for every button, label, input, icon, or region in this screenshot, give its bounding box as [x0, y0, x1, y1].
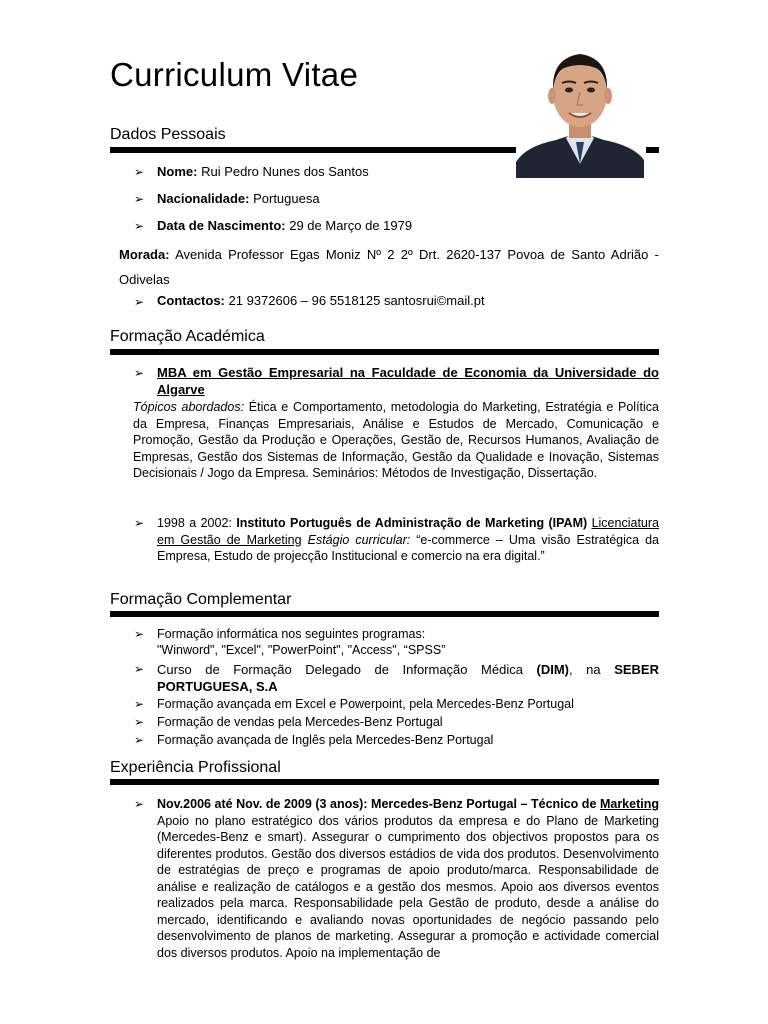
bullet-icon: ➢	[134, 366, 145, 380]
section-title-dados-pessoais: Dados Pessoais	[110, 126, 226, 143]
section-divider	[110, 147, 516, 153]
complementar-item-1: Formação informática nos seguintes programas:	[157, 627, 426, 641]
document-title: Curriculum Vitae	[110, 56, 359, 93]
contactos-label: Contactos:	[157, 293, 225, 308]
data-nascimento-row	[157, 218, 412, 234]
nome-value: Rui Pedro Nunes dos Santos	[201, 164, 369, 179]
ipam-estagio-text: “e-commerce – Uma visão Estratégica da Empresa, Estudo de projecção Institucional e comercio na era digital.”	[157, 532, 660, 563]
bullet-icon: ➢	[134, 219, 145, 233]
contactos-row	[157, 293, 485, 309]
job-description: Apoio no plano estratégico dos vários produtos da empresa e do Plano de Marketing (Mercedes-Benz e smart). Assegurar o cumprimento dos objectivos propostos para os diferentes produtos. Gestão dos diversos estádios de vida dos produtos. Desenvolvimento de estratégias de preço e programas de apoio produto/marca. Responsabilidade de análise e realização de catálogos e a gestão dos mesmos. Apoio aos diversos eventos realizados pela marca. Responsabilidade pela Gestão de produto, desde a análise do mercado, identificando e avaliando novas oportunidades de negócio passando pelo desenvolvimento de planos de marketing. Assegurar a promoção e actividade comercial dos diversos produtos. Apoio na implementação de	[157, 813, 659, 960]
bullet-icon: ➢	[134, 627, 145, 641]
section-divider	[110, 779, 659, 785]
section-divider	[110, 349, 659, 355]
section-title-formacao-academica: Formação Académica	[110, 328, 265, 345]
bullet-icon: ➢	[134, 516, 145, 530]
profile-photo	[516, 34, 644, 178]
nome-label: Nome:	[157, 164, 198, 179]
data-nascimento-value: 29 de Março de 1979	[289, 218, 413, 233]
nome-row	[157, 164, 369, 180]
nacionalidade-row	[157, 191, 320, 207]
morada-label: Morada:	[119, 247, 170, 262]
morada-value: Avenida Professor Egas Moniz Nº 2 2º Drt. 2620-137 Povoa de Santo Adrião - Odivelas	[119, 247, 659, 287]
bullet-icon: ➢	[134, 192, 145, 206]
topicos-label: Tópicos abordados:	[133, 400, 245, 414]
topicos-text: Ética e Comportamento, metodologia do Marketing, Estratégia e Política da Empresa, Finanças Empresariais, Análise e Estudos de Mercado, Comunicação e Promoção, Gestão da Produção e Operações, Gestão de, Recursos Humanos, Avaliação de Empresas, Gestão dos Sistemas de Informação, Gestão da Qualidade e Inovação, Sistemas Decisionais / Jogo da Empresa. Seminários: Métodos de Investigação, Dissertação.	[133, 400, 659, 480]
section-title-experiencia: Experiência Profissional	[110, 759, 281, 776]
complementar-item-3: Formação avançada em Excel e Powerpoint, pela Mercedes-Benz Portugal	[157, 697, 574, 711]
bullet-icon: ➢	[134, 797, 145, 811]
bullet-icon: ➢	[134, 733, 145, 747]
section-divider	[646, 147, 659, 153]
ipam-estagio-label: Estágio curricular:	[307, 532, 411, 547]
bullet-icon: ➢	[134, 715, 145, 729]
complementar-item-1-programs: "Winword", "Excel", "PowerPoint", "Access", “SPSS”	[157, 643, 446, 657]
job-entry-mercedes	[157, 796, 659, 961]
ipam-degree: Licenciatura em Gestão de Marketing	[157, 516, 659, 547]
ipam-entry	[157, 515, 659, 565]
job-title: Nov.2006 até Nov. de 2009 (3 anos): Mercedes-Benz Portugal – Técnico de	[157, 797, 597, 811]
nacionalidade-value: Portuguesa	[253, 191, 320, 206]
complementar-item-5: Formação avançada de Inglês pela Mercedes-Benz Portugal	[157, 733, 494, 747]
complementar-item-2: Curso de Formação Delegado de Informação Médica (DIM), na SEBER PORTUGUESA, S.A	[157, 662, 659, 694]
section-title-formacao-complementar: Formação Complementar	[110, 591, 292, 608]
bullet-icon: ➢	[134, 295, 145, 309]
bullet-icon: ➢	[134, 697, 145, 711]
bullet-icon: ➢	[134, 165, 145, 179]
bullet-icon: ➢	[134, 662, 145, 676]
mba-topicos	[133, 399, 659, 482]
section-divider	[110, 611, 659, 617]
contactos-value: 21 9372606 – 96 5518125 santosrui©mail.pt	[228, 293, 485, 308]
ipam-institution: Instituto Português de Administração de Marketing (IPAM)	[236, 516, 588, 530]
mba-title: MBA em Gestão Empresarial na Faculdade de Economia da Universidade do Algarve	[157, 365, 659, 397]
job-role: Marketing	[599, 797, 659, 811]
morada-row	[119, 242, 659, 292]
complementar-item-4: Formação de vendas pela Mercedes-Benz Portugal	[157, 715, 443, 729]
data-nascimento-label: Data de Nascimento:	[157, 218, 286, 233]
portrait-image	[516, 34, 644, 178]
nacionalidade-label: Nacionalidade:	[157, 191, 250, 206]
ipam-period: 1998 a 2002:	[157, 516, 232, 530]
